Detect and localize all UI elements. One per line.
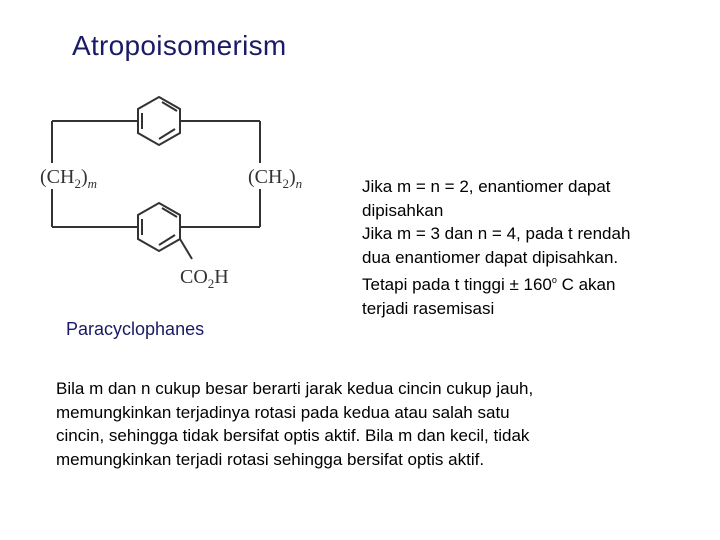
paragraph-line: cincin, sehingga tidak bersifat optis aktif. Bila m dan kecil, tidak <box>56 426 530 445</box>
notes-line: Jika m = n = 2, enantiomer dapat <box>362 177 611 196</box>
notes-line: dua enantiomer dapat dipisahkan. <box>362 247 619 267</box>
carboxyl-label: $CO_2H$ <box>180 266 229 291</box>
top-benzene-ring <box>138 97 180 145</box>
explanation-paragraph <box>56 377 676 471</box>
figure-caption: Paracyclophanes <box>66 319 205 339</box>
notes-line: Jika m = 3 dan n = 4, pada t rendah <box>362 224 631 243</box>
paracyclophane-structure <box>30 85 303 300</box>
paragraph-line: Bila m dan n cukup besar berarti jarak kedua cincin cukup jauh, <box>56 379 534 398</box>
paragraph-line: memungkinkan terjadinya rotasi pada kedua atau salah satu <box>56 402 510 422</box>
notes-line: dipisahkan <box>362 200 444 220</box>
notes-temp-unit: C akan <box>556 275 616 294</box>
bottom-benzene-ring <box>138 203 180 251</box>
notes-temp-text: Tetapi pada t tinggi ± 160 <box>362 275 552 294</box>
degree-sign: o <box>551 275 557 285</box>
right-chain-label: $(CH_2)_n$ <box>248 166 303 191</box>
carboxyl-bond <box>180 239 192 259</box>
left-chain-label: $(CH_2)_m$ <box>40 166 98 191</box>
paragraph-line: memungkinkan terjadi rotasi sehingga bersifat optis aktif. <box>56 449 485 469</box>
notes-line <box>362 269 707 297</box>
slide-title: Atropoisomerism <box>72 30 287 61</box>
notes-line: terjadi rasemisasi <box>362 298 495 318</box>
notes-block <box>362 175 707 320</box>
